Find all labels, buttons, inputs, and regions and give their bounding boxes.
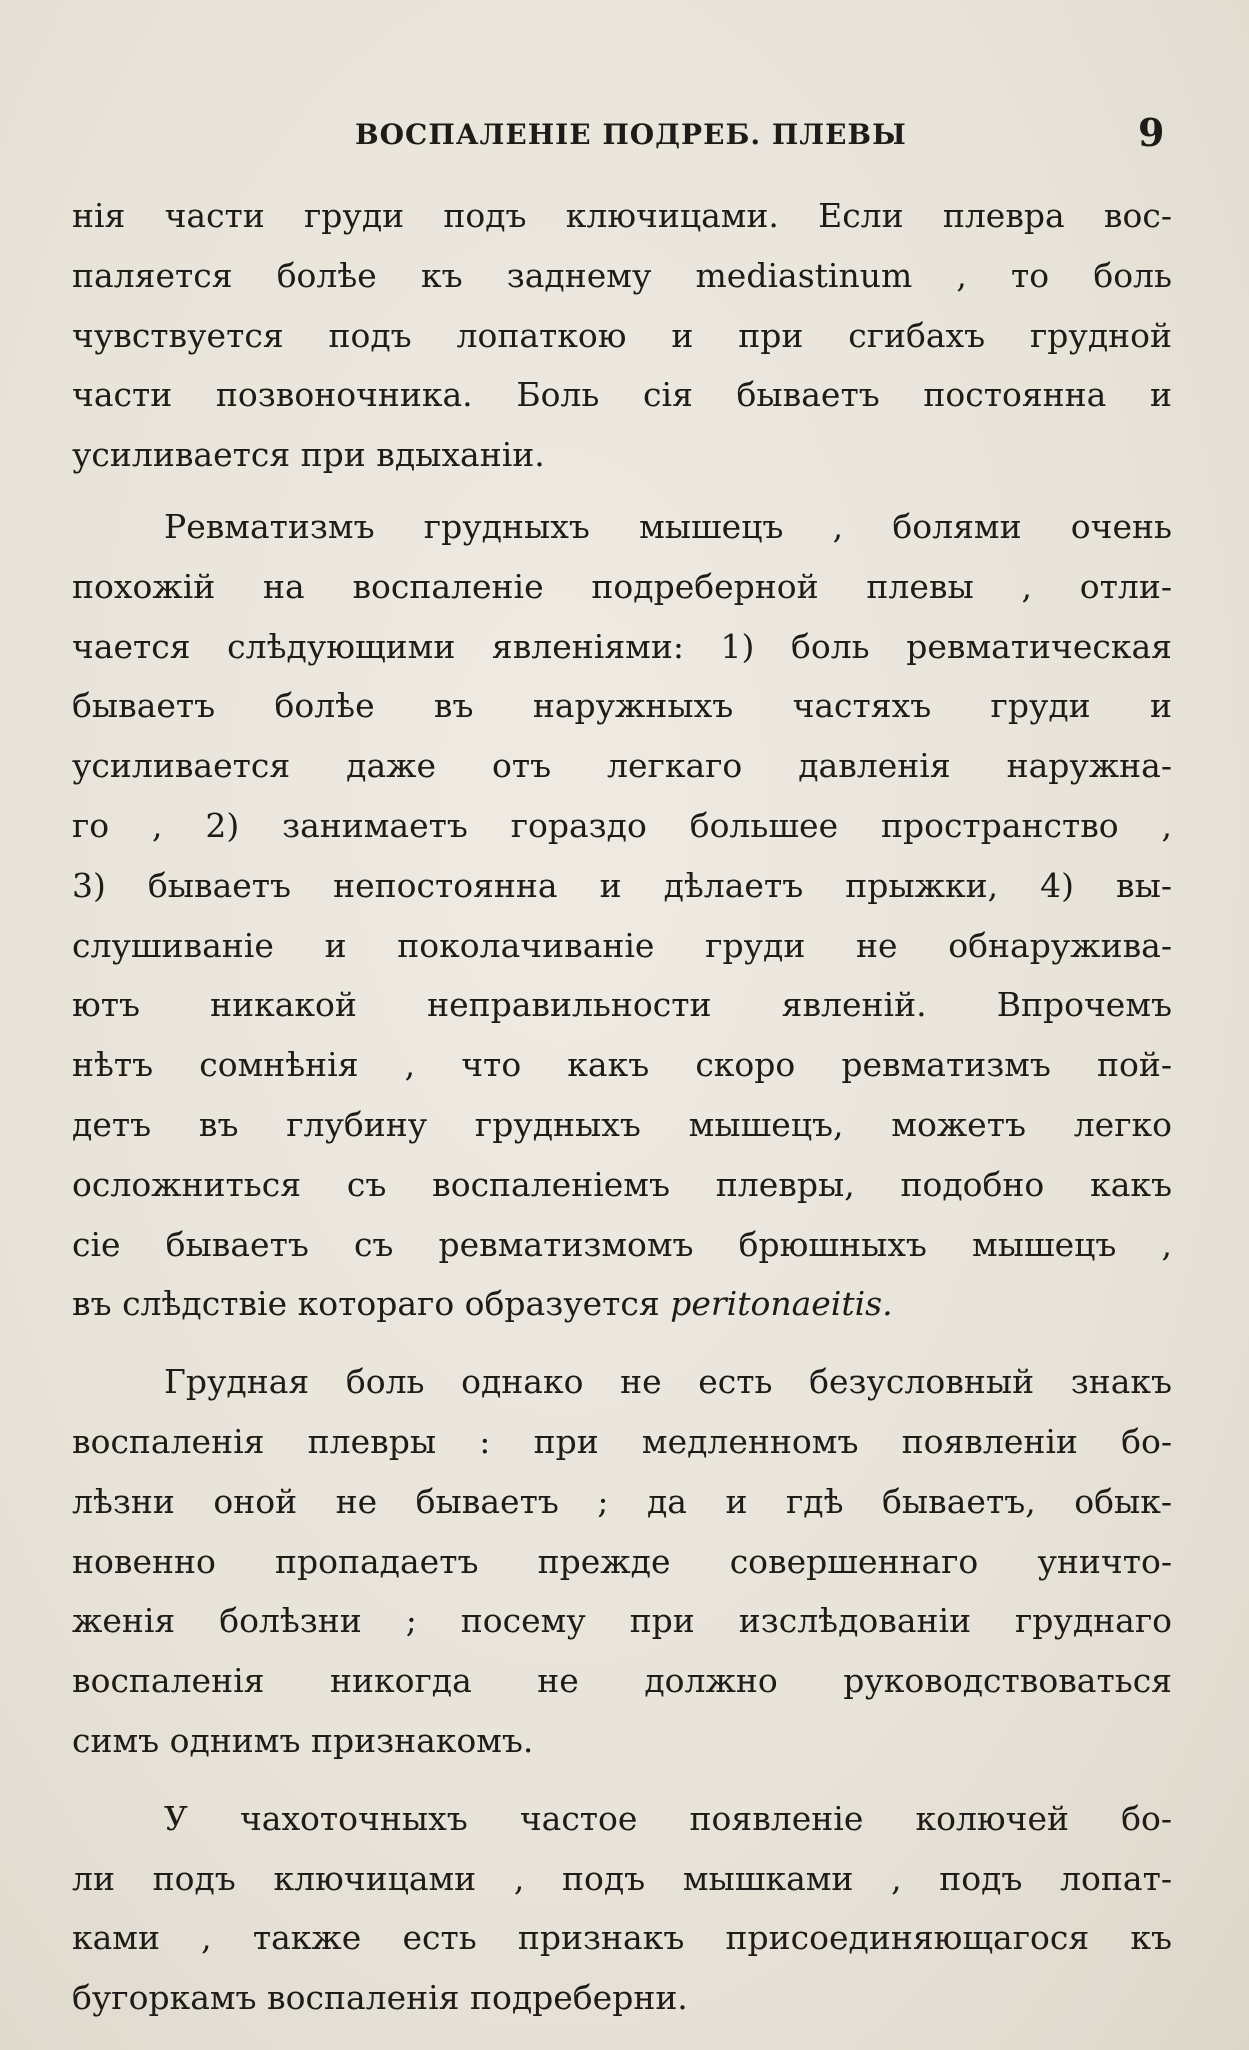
paragraph-2: [72, 497, 1172, 1334]
text-line: усиливается даже отъ легкаго давленія наружна-: [72, 746, 1172, 786]
text-segment: въ слѣдствіе котораго образуется: [72, 1284, 660, 1324]
text-line: усиливается при вдыханіи.: [72, 435, 545, 475]
text-line: новенно пропадаетъ прежде совершеннаго уничто-: [72, 1541, 1172, 1581]
italic-term: peritonaeitis.: [670, 1284, 893, 1324]
text-line: похожій на воспаленіе подреберной плевы , отли-: [72, 566, 1172, 606]
paragraph-4: [72, 1789, 1172, 2028]
text-line: ли подъ ключицами , подъ мышками , подъ лопат-: [72, 1858, 1172, 1898]
text-line: женія болѣзни ; посему при изслѣдованіи груднаго: [72, 1601, 1172, 1641]
text-line: воспаленія никогда не должно руководствоваться: [72, 1661, 1172, 1701]
text-line: чается слѣдующими явленіями: 1) боль ревматическая: [72, 626, 1172, 666]
text-line: бугоркамъ воспаленія подреберни.: [72, 1978, 688, 2018]
text-line: 3) бываетъ непостоянна и дѣлаетъ прыжки, 4) вы-: [72, 865, 1172, 905]
running-title: ВОСПАЛЕНІЕ ПОДРЕБ. ПЛЕВЫ: [355, 118, 907, 151]
text-line: паляется болѣе къ заднему mediastinum , то боль: [72, 255, 1172, 295]
text-line: нія части груди подъ ключицами. Если плевра вос-: [72, 196, 1172, 235]
text-line: Грудная боль однако не есть безусловный знакъ: [164, 1362, 1172, 1402]
text-line: осложниться съ воспаленіемъ плевры, подобно какъ: [72, 1164, 1172, 1204]
text-line: слушиваніе и поколачиваніе груди не обнаружива-: [72, 925, 1172, 965]
text-line: воспаленія плевры : при медленномъ появленіи бо-: [72, 1421, 1172, 1461]
page-number: 9: [1138, 110, 1165, 155]
text-line: бываетъ болѣе въ наружныхъ частяхъ груди и: [72, 686, 1172, 726]
text-line: У чахоточныхъ частое появленіе колючей бо-: [164, 1798, 1172, 1838]
body-text: [72, 186, 1172, 2028]
paragraph-1: [72, 186, 1172, 485]
text-line-last: [72, 1274, 1172, 1334]
text-line: го , 2) занимаетъ гораздо большее пространство ,: [72, 805, 1172, 845]
text-line: чувствуется подъ лопаткою и при сгибахъ грудной: [72, 315, 1172, 355]
text-line: нѣтъ сомнѣнія , что какъ скоро ревматизмъ пой-: [72, 1045, 1172, 1085]
paragraph-3: [72, 1352, 1172, 1771]
text-line: симъ однимъ признакомъ.: [72, 1720, 534, 1760]
text-line: ютъ никакой неправильности явленій. Впрочемъ: [72, 985, 1172, 1025]
text-line: детъ въ глубину грудныхъ мышецъ, можетъ легко: [72, 1104, 1172, 1144]
text-line: ками , также есть признакъ присоединяющагося къ: [72, 1918, 1172, 1958]
text-line: Ревматизмъ грудныхъ мышецъ , болями очень: [164, 506, 1172, 546]
text-line: сіе бываетъ съ ревматизмомъ брюшныхъ мышецъ ,: [72, 1224, 1172, 1264]
text-line: части позвоночника. Боль сія бываетъ постоянна и: [72, 375, 1172, 415]
text-line: лѣзни оной не бываетъ ; да и гдѣ бываетъ, обык-: [72, 1481, 1172, 1521]
